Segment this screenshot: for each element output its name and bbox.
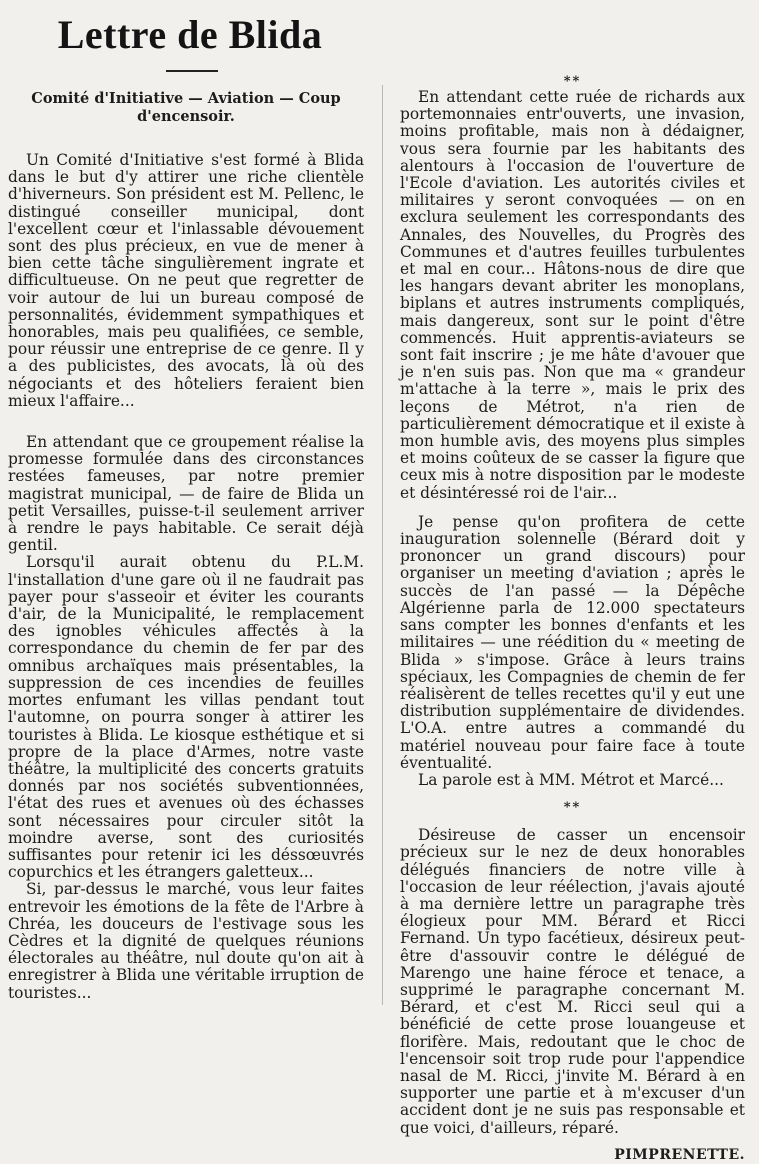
section-separator: **: [563, 74, 582, 89]
paragraph: Si, par-dessus le marché, vous leur faites entrevoir les émotions de la fête de l'Arbre à Chréa, les douceurs de l'estivage sous les Cèdres et la dignité de quelques réunions électorales au théâtre, nul doute qu'on ait à enregistrer à Blida une véritable irruption de touristes...: [8, 880, 364, 1002]
paragraph: En attendant cette ruée de richards aux portemonnaies entr'ouverts, une invasion, moins profitable, mais non à dédaigner, vous sera fournie par les habitants des alentours à l'occasion de l'ouverture de l'Ecole d'aviation. Les autorités civiles et militaires y seront convoquées — on en exclura seulement les correspondants des Annales, des Nouvelles, du Progrès des Communes et d'autres feuilles turbulentes et mal en cour... Hâtons-nous de dire que les hangars devant abriter les monoplans, biplans et autres instruments compliqués, mais dangereux, sont sur le point d'être commencés. Huit apprentis-aviateurs se sont fait inscrire ; je me hâte d'avouer que je n'en suis pas. Non que ma « grandeur m'attache à la terre », mais le prix des leçons de Métrot, n'a rien de particulièrement démocratique et il existe à mon humble avis, des moyens plus simples et moins coûteux de se casser la figure que ceux mis à notre disposition par le modeste et désintéressé roi de l'air...: [400, 88, 745, 502]
spacer: [8, 410, 364, 434]
paragraph: Je pense qu'on profitera de cette inauguration solennelle (Bérard doit y prononcer un grand discours) pour organiser un meeting d'aviation ; après le succès de l'an passé — la Dépêche Algérienne parla de 12.000 spectateurs sans compter les bonnes d'enfants et les militaires — une réédition du « meeting de Blida » s'impose. Grâce à leurs trains spéciaux, les Compagnies de chemin de fer réalisèrent de telles recettes qu'il y eut une distribution supplémentaire de dividendes. L'O.A. entre autres a commandé du matériel nouveau pour faire face à toute éventualité.: [400, 512, 745, 772]
signature: PIMPRENETTE.: [614, 1146, 745, 1163]
paragraph: Lorsqu'il aurait obtenu du P.L.M. l'installation d'une gare où il ne faudrait pas payer pour s'asseoir et éviter les courants d'air, de la Municipalité, le remplacement des ignobles véhicules affectés à la correspondance du chemin de fer par des omnibus archaïques mais présentables, la suppression de ces incendies de feuilles mortes enfumant les villas pendant tout l'automne, on pourra songer à attirer les touristes à Blida. Le kiosque esthétique et si propre de la place d'Armes, notre vaste théâtre, la multiplicité des concerts gratuits donnés par nos sociétés subventionnées, l'état des rues et avenues où des échasses sont nécessaires pour circuler sitôt la moindre averse, sont des curiosités suffisantes pour retenir ici les déssœuvrés copurchics et les étrangers galetteux...: [8, 553, 364, 882]
section-separator: **: [563, 800, 582, 816]
page-title: Lettre de Blida: [57, 12, 323, 57]
section-subhead: Comité d'Initiative — Aviation — Coup d'encensoir.: [31, 90, 341, 125]
paragraph: En attendant que ce groupement réalise la promesse formulée dans des circonstances restées fameuses, par notre premier magistrat municipal, — de faire de Blida un petit Versailles, puisse-t-il seulement arriver à rendre le pays habitable. Ce serait déjà gentil.: [8, 433, 364, 555]
column-divider: [382, 85, 383, 1005]
paragraph: Désireuse de casser un encensoir précieux sur le nez de deux honorables délégués financiers de notre ville à l'occasion de leur réélection, j'avais ajouté à ma dernière lettre un paragraphe très élogieux pour MM. Bérard et Ricci Fernand. Un typo facétieux, désireux peut-être d'assouvir contre le délégué de Marengo une haine féroce et tenace, a supprimé le paragraphe concernant M. Bérard, et c'est M. Ricci seul qui a bénéficié de cette prose louangeuse et florifère. Mais, redoutant que le choc de l'encensoir soit trop rude pour l'appendice nasal de M. Ricci, j'invite M. Bérard à en supporter une partie et à m'excuser d'un accident dont je ne suis pas responsable et que voici, d'ailleurs, réparé.: [400, 826, 745, 1137]
title-rule: [166, 70, 218, 72]
paragraph: Un Comité d'Initiative s'est formé à Blida dans le but d'y attirer une riche clientèle d'hiverneurs. Son président est M. Pellenc, le distingué conseiller municipal, dont l'excellent cœur et l'inlassable dévouement sont des plus précieux, en vue de mener à bien cette tâche singulièrement ingrate et difficultueuse. On ne peut que regretter de voir autour de lui un bureau composé de personnalités, évidemment sympathiques et honorables, mais peu qualifiées, ce semble, pour réussir une entreprise de ce genre. Il y a des publicistes, des avocats, là où des négociants et des hôteliers feraient bien mieux l'affaire...: [8, 151, 364, 410]
left-column: [8, 90, 364, 1002]
right-column: [400, 75, 745, 1164]
paragraph: La parole est à MM. Métrot et Marcé...: [418, 770, 724, 789]
